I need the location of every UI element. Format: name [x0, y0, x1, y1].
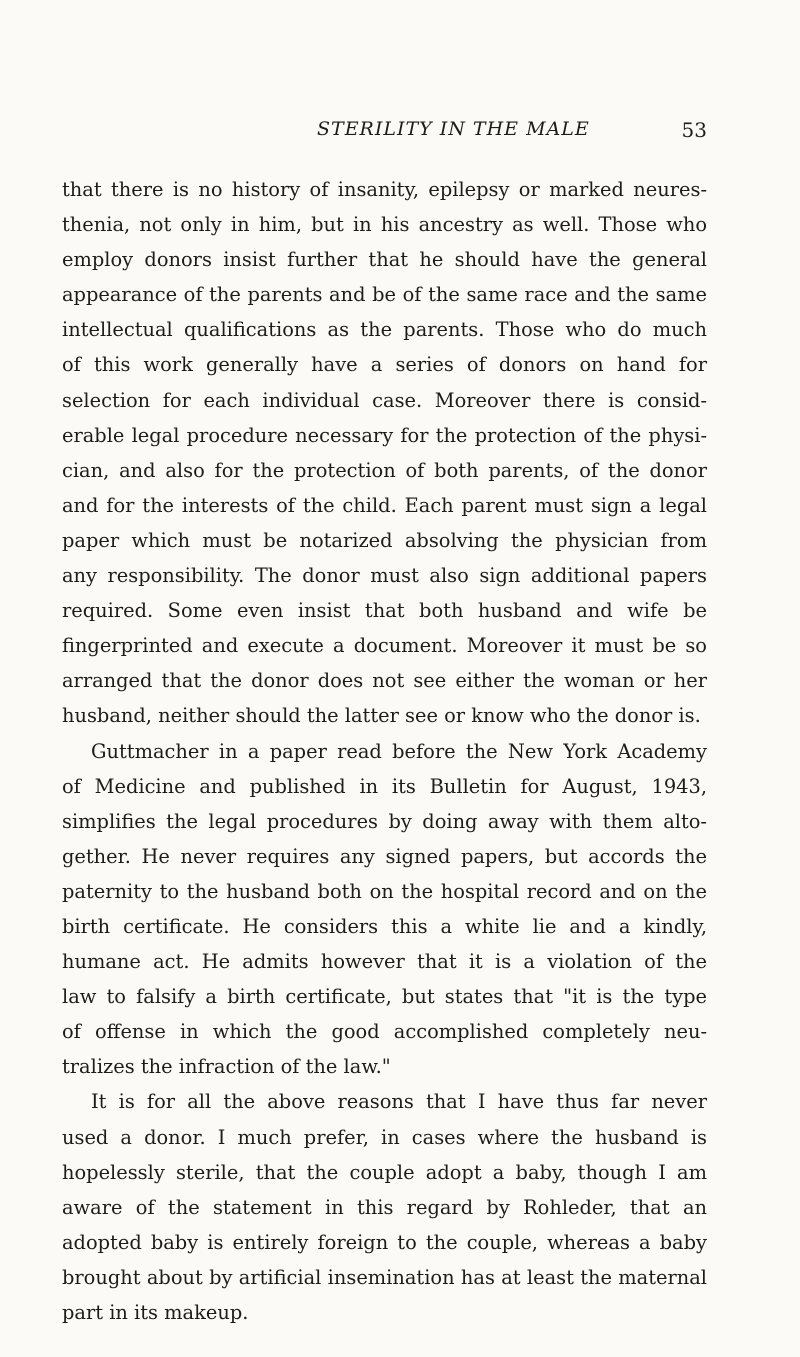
text-line: that there is no history of insanity, epilepsy or marked neures-: [62, 178, 707, 201]
text-line: any responsibility. The donor must also sign additional papers: [62, 564, 707, 588]
page-number: 53: [681, 118, 707, 142]
text-line: law to falsify a birth certificate, but states that "it is the type: [62, 985, 707, 1009]
text-line: part in its makeup.: [62, 1301, 249, 1324]
text-line: paternity to the husband both on the hospital record and on the: [62, 879, 707, 903]
text-line: of Medicine and published in its Bulletin for August, 1943,: [62, 774, 707, 798]
text-line: paper which must be notarized absolving the physician from: [62, 528, 707, 552]
text-line: of this work generally have a series of donors on hand for: [62, 353, 707, 377]
text-line: required. Some even insist that both husband and wife be: [62, 599, 707, 623]
text-line: brought about by artificial insemination has at least the maternal: [62, 1265, 707, 1289]
text-line: Guttmacher in a paper read before the New York Academy: [91, 739, 707, 763]
text-line: tralizes the infraction of the law.": [62, 1055, 391, 1079]
text-line: adopted baby is entirely foreign to the couple, whereas a baby: [62, 1230, 707, 1254]
text-line: humane act. He admits however that it is a violation of the: [62, 950, 707, 974]
text-line: husband, neither should the latter see or know who the donor is.: [62, 704, 701, 728]
text-line: fingerprinted and execute a document. Moreover it must be so: [62, 634, 707, 658]
text-line: gether. He never requires any signed papers, but accords the: [62, 844, 707, 868]
text-line: birth certificate. He considers this a white lie and a kindly,: [62, 914, 707, 938]
text-line: and for the interests of the child. Each parent must sign a legal: [62, 493, 707, 517]
text-line: intellectual qualifications as the parents. Those who do much: [62, 318, 707, 342]
text-line: It is for all the above reasons that I have thus far never: [91, 1090, 707, 1114]
text-line: of offense in which the good accomplished completely neu-: [62, 1020, 707, 1044]
text-line: aware of the statement in this regard by Rohleder, that an: [62, 1195, 707, 1219]
text-line: selection for each individual case. Moreover there is consid-: [62, 388, 707, 412]
body-text: [62, 172, 707, 1330]
text-line: used a donor. I much prefer, in cases where the husband is: [62, 1125, 707, 1149]
text-line: erable legal procedure necessary for the protection of the physi-: [62, 423, 707, 447]
text-line: cian, and also for the protection of both parents, of the donor: [62, 458, 707, 482]
text-line: arranged that the donor does not see either the woman or her: [62, 669, 707, 693]
text-line: employ donors insist further that he should have the general: [62, 248, 707, 272]
text-line: hopelessly sterile, that the couple adopt a baby, though I am: [62, 1160, 707, 1184]
text-line: appearance of the parents and be of the same race and the same: [62, 283, 707, 307]
running-head: [62, 118, 707, 144]
text-line: simplifies the legal procedures by doing away with them alto-: [62, 809, 707, 833]
text-line: thenia, not only in him, but in his ancestry as well. Those who: [62, 213, 707, 237]
running-title: STERILITY IN THE MALE: [317, 118, 590, 140]
